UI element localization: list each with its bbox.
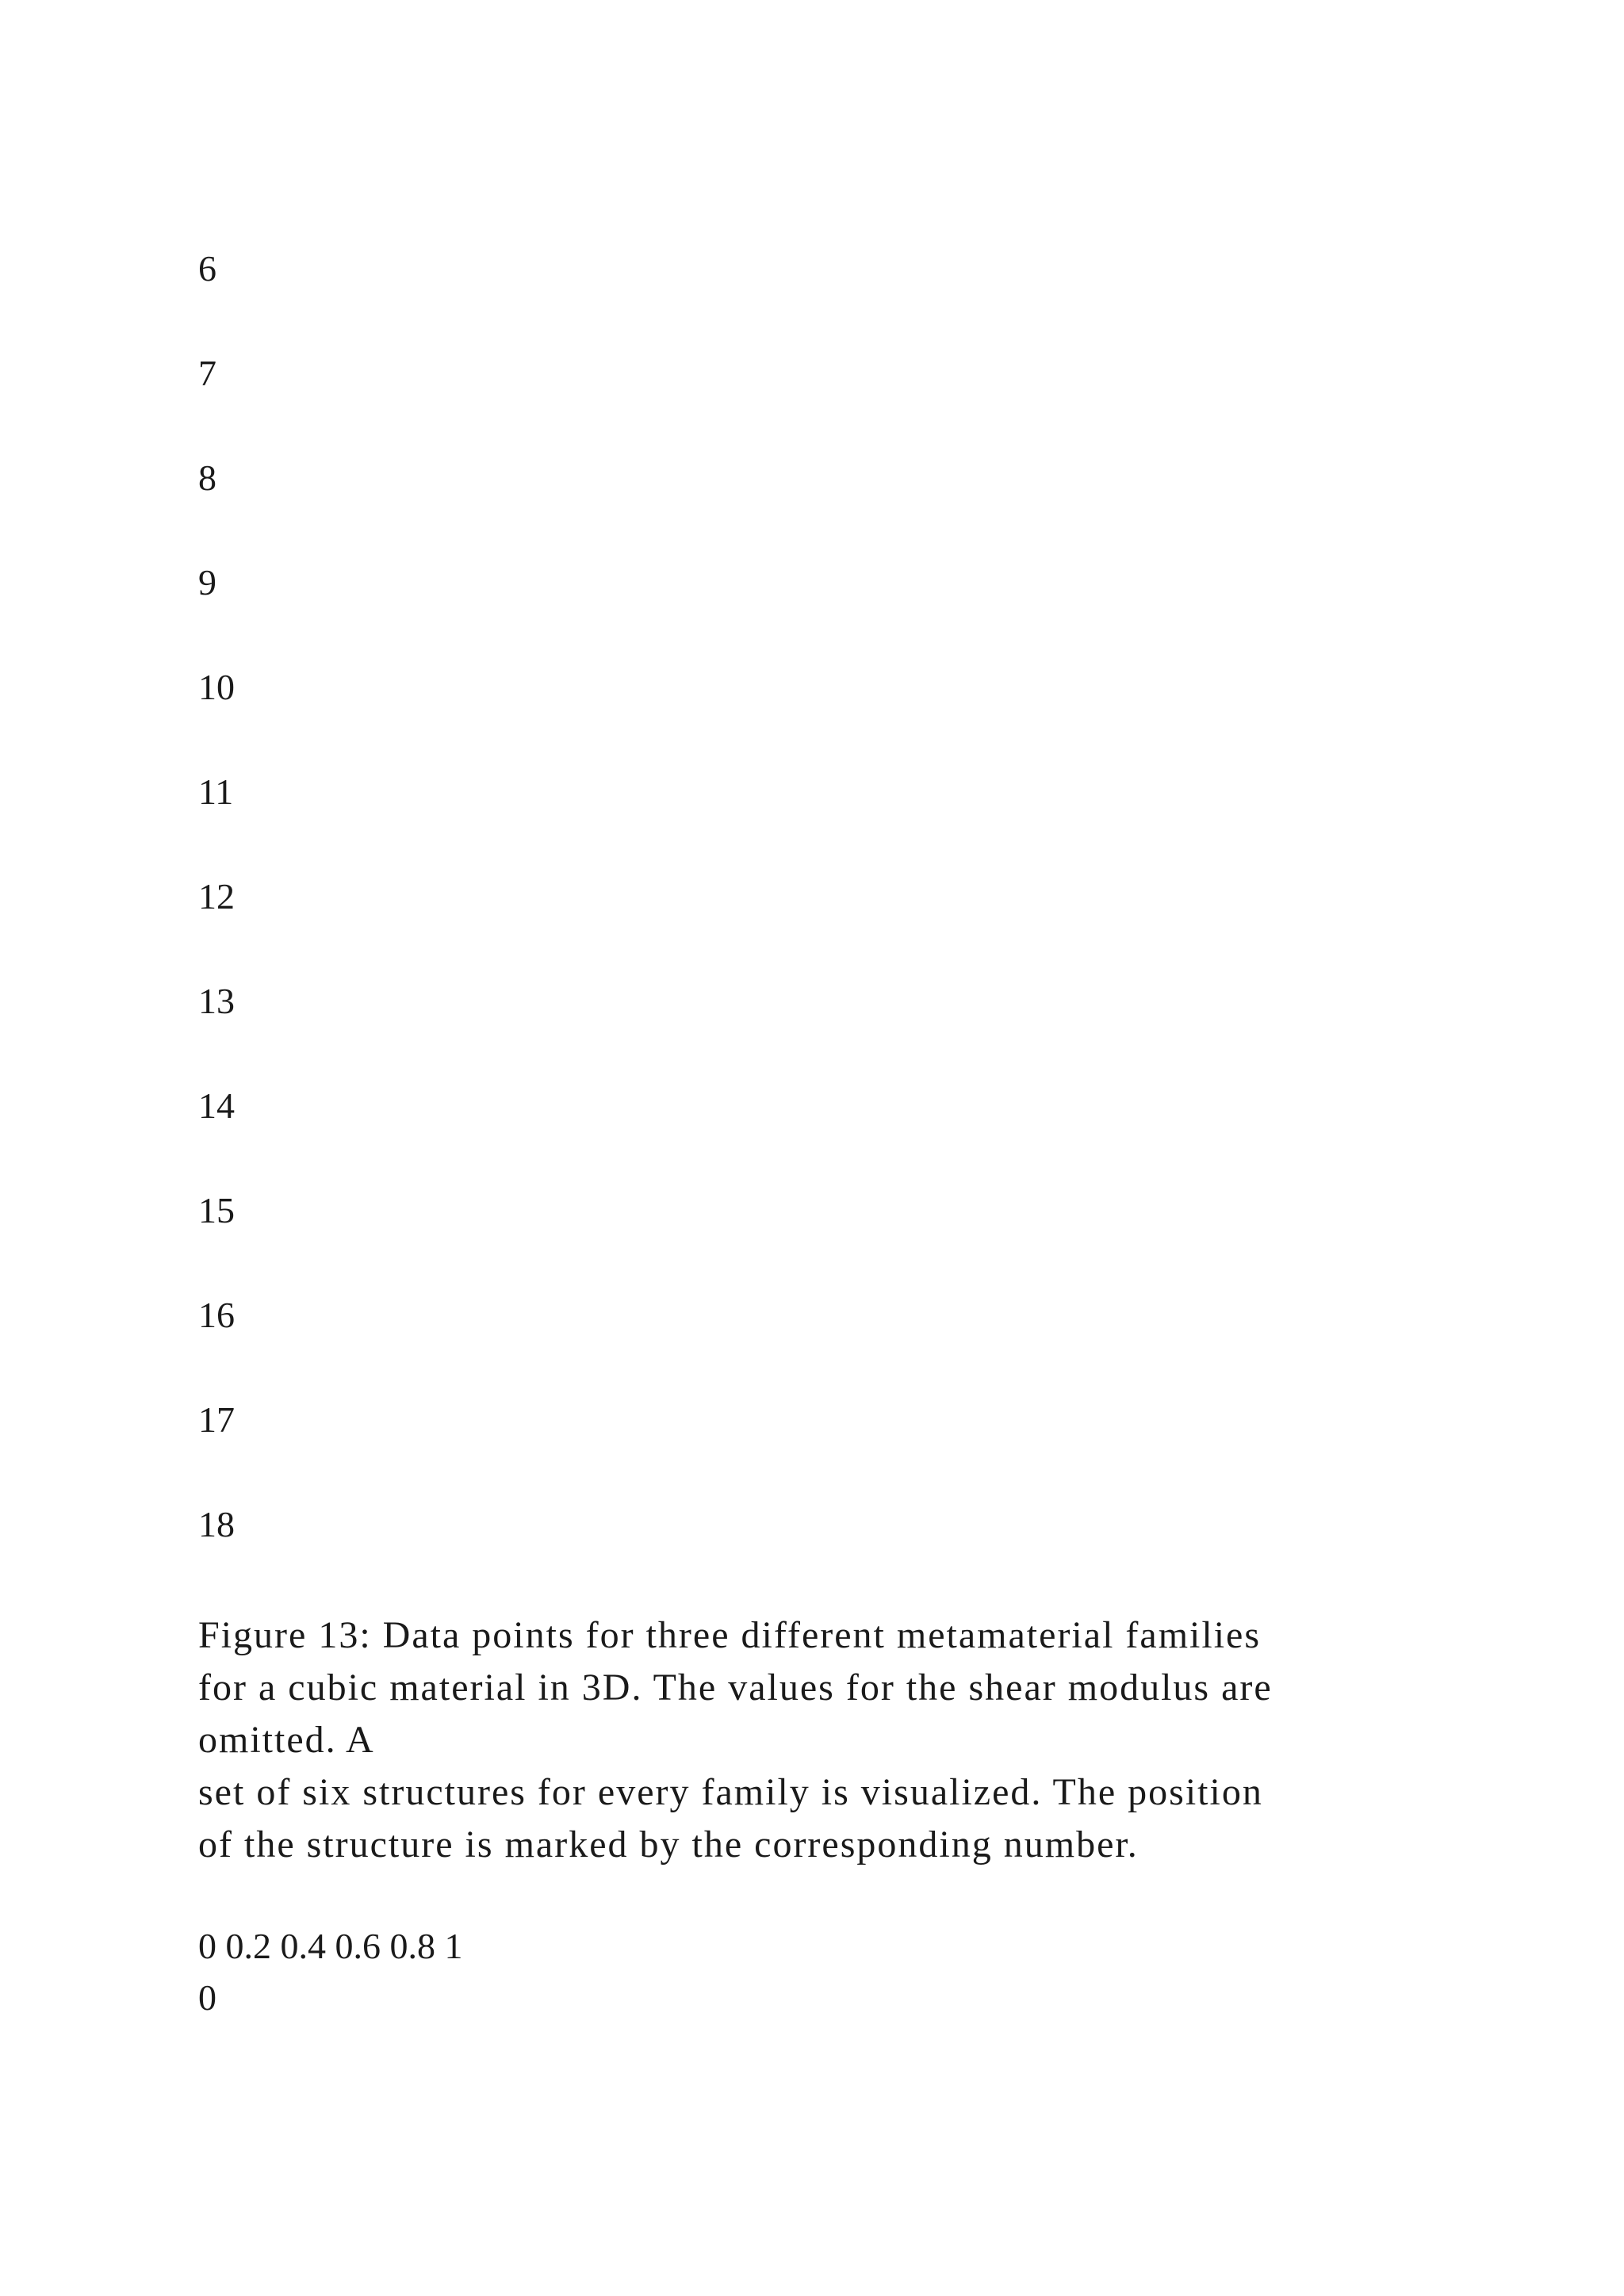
line-number: 16 bbox=[198, 1295, 235, 1335]
line-number: 10 bbox=[198, 667, 235, 707]
line-number: 7 bbox=[198, 353, 216, 393]
line-number: 12 bbox=[198, 876, 235, 916]
line-number: 11 bbox=[198, 771, 234, 812]
line-number: 15 bbox=[198, 1190, 235, 1230]
line-number-column bbox=[198, 247, 357, 1608]
line-number: 14 bbox=[198, 1085, 235, 1126]
line-number: 9 bbox=[198, 562, 216, 603]
line-number: 17 bbox=[198, 1399, 235, 1440]
line-number: 8 bbox=[198, 457, 216, 498]
line-number: 18 bbox=[198, 1504, 235, 1544]
axis-tick-labels: 0 0.2 0.4 0.6 0.8 1 bbox=[198, 1926, 463, 1966]
figure-caption: Figure 13: Data points for three different metamaterial families for a cubic material in 3D. The values for the shear modulus are omitted. A set of six structures for every family is visualized. The position of the structure is marked by the corresponding number. bbox=[198, 1614, 1273, 1866]
line-number: 13 bbox=[198, 981, 235, 1021]
line-number: 6 bbox=[198, 248, 216, 289]
axis-origin-label: 0 bbox=[198, 1977, 216, 2018]
